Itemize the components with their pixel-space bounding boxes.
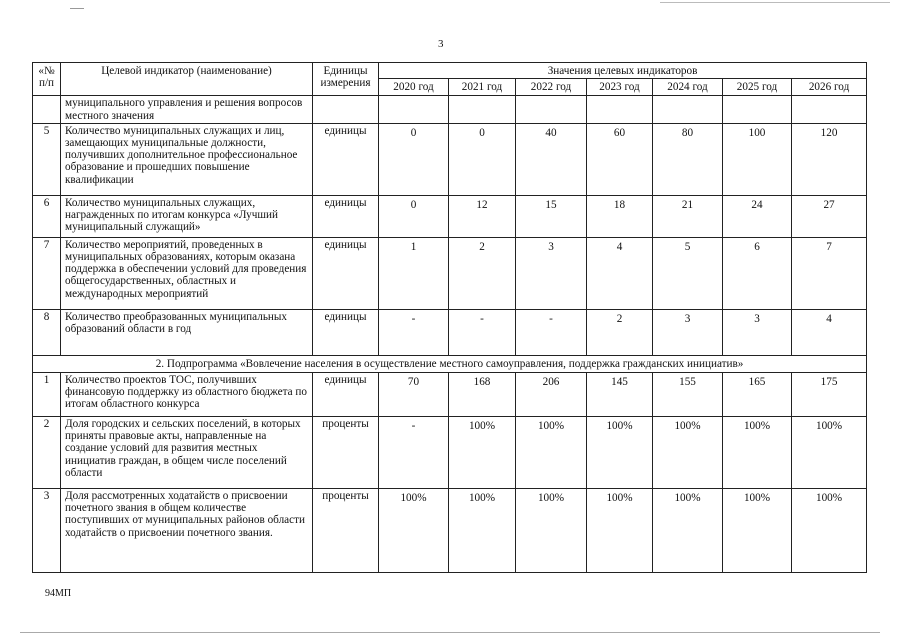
value-cell: - [449, 309, 516, 355]
value-cell: 100 [723, 123, 792, 195]
value-cell: 100% [587, 417, 653, 489]
value-cell: - [379, 309, 449, 355]
row-num: 8 [33, 309, 61, 355]
row-num: 2 [33, 417, 61, 489]
value-cell: 5 [653, 237, 723, 309]
value-cell: 0 [379, 123, 449, 195]
header-indicator: Целевой индикатор (наименование) [61, 63, 313, 96]
year-header: 2020 год [379, 79, 449, 96]
table-row [33, 195, 867, 237]
year-header: 2026 год [792, 79, 867, 96]
value-cell: 100% [723, 489, 792, 573]
value-cell: 100% [792, 489, 867, 573]
continuation-row [33, 96, 867, 123]
value-cell: 100% [516, 489, 587, 573]
row-num: 6 [33, 195, 61, 237]
subprogram-2-rows [33, 373, 867, 573]
value-cell: 4 [587, 237, 653, 309]
scan-artifact-top-right [660, 2, 890, 3]
indicators-table [32, 62, 867, 573]
value-cell: 12 [449, 195, 516, 237]
indicator-name: Количество преобразованных муниципальных образований области в год [61, 309, 313, 355]
value-cell: 0 [379, 195, 449, 237]
section-row [33, 355, 867, 372]
value-cell: 70 [379, 373, 449, 417]
unit-cell: проценты [313, 417, 379, 489]
subprogram-1-rows [33, 123, 867, 355]
year-header: 2022 год [516, 79, 587, 96]
value-cell: 100% [379, 489, 449, 573]
table-row [33, 309, 867, 355]
value-cell: 3 [653, 309, 723, 355]
value-cell: 100% [449, 489, 516, 573]
value-cell: 155 [653, 373, 723, 417]
table-row [33, 237, 867, 309]
value-cell: 120 [792, 123, 867, 195]
value-cell: 7 [792, 237, 867, 309]
value-cell: - [379, 417, 449, 489]
unit-cell: единицы [313, 309, 379, 355]
indicator-name: Количество проектов ТОС, получивших финансовую поддержку из областного бюджета по итогам областного конкурса [61, 373, 313, 417]
value-cell: 80 [653, 123, 723, 195]
continuation-text: муниципального управления и решения вопросов местного значения [61, 96, 313, 123]
indicator-name: Количество мероприятий, проведенных в муниципальных образованиях, которым оказана поддержка в обеспечении условий для проведения общегосударственных, областных и международных мероприятий [61, 237, 313, 309]
row-num: 7 [33, 237, 61, 309]
table-row [33, 489, 867, 573]
value-cell: 21 [653, 195, 723, 237]
indicator-name: Доля рассмотренных ходатайств о присвоении почетного звания в общем количестве поступивших от муниципальных районов области ходатайств о присвоении почетного звания. [61, 489, 313, 573]
value-cell: 165 [723, 373, 792, 417]
value-cell: 27 [792, 195, 867, 237]
year-header: 2023 год [587, 79, 653, 96]
indicator-name: Количество муниципальных служащих, награжденных по итогам конкурса «Лучший муниципальный служащий» [61, 195, 313, 237]
value-cell: 1 [379, 237, 449, 309]
scan-artifact-top [70, 8, 84, 9]
indicator-name: Доля городских и сельских поселений, в которых приняты правовые акты, направленные на создание условий для развития местных инициатив граждан, в общем числе поселений области [61, 417, 313, 489]
unit-cell: проценты [313, 489, 379, 573]
row-unit [313, 96, 379, 123]
value-cell: 3 [516, 237, 587, 309]
header-values: Значения целевых индикаторов [379, 63, 867, 79]
header-unit: Единицы измерения [313, 63, 379, 96]
value-cell: 15 [516, 195, 587, 237]
page-number: 3 [438, 38, 444, 50]
header-row [33, 63, 867, 79]
value-cell: 175 [792, 373, 867, 417]
value-cell: 100% [653, 489, 723, 573]
unit-cell: единицы [313, 373, 379, 417]
year-header: 2021 год [449, 79, 516, 96]
value-cell: 100% [792, 417, 867, 489]
value-cell: 2 [587, 309, 653, 355]
value-cell: 3 [723, 309, 792, 355]
row-num: 3 [33, 489, 61, 573]
unit-cell: единицы [313, 237, 379, 309]
value-cell: - [516, 309, 587, 355]
row-num: 1 [33, 373, 61, 417]
value-cell: 2 [449, 237, 516, 309]
value-cell: 18 [587, 195, 653, 237]
value-cell: 145 [587, 373, 653, 417]
unit-cell: единицы [313, 195, 379, 237]
scan-artifact-bottom [20, 632, 880, 633]
year-header: 2025 год [723, 79, 792, 96]
value-cell: 0 [449, 123, 516, 195]
section-2-title: 2. Подпрограмма «Вовлечение населения в осуществление местного самоуправления, поддержка гражданских инициатив» [33, 355, 867, 372]
row-num [33, 96, 61, 123]
value-cell: 6 [723, 237, 792, 309]
value-cell: 100% [587, 489, 653, 573]
year-header: 2024 год [653, 79, 723, 96]
value-cell: 100% [723, 417, 792, 489]
unit-cell: единицы [313, 123, 379, 195]
value-cell: 100% [449, 417, 516, 489]
value-cell: 40 [516, 123, 587, 195]
value-cell: 100% [516, 417, 587, 489]
table-row [33, 417, 867, 489]
table-row [33, 373, 867, 417]
value-cell: 60 [587, 123, 653, 195]
value-cell: 4 [792, 309, 867, 355]
value-cell: 168 [449, 373, 516, 417]
footer-code: 94МП [45, 588, 72, 599]
value-cell: 100% [653, 417, 723, 489]
row-num: 5 [33, 123, 61, 195]
value-cell: 24 [723, 195, 792, 237]
header-num: «№ п/п [33, 63, 61, 96]
value-cell: 206 [516, 373, 587, 417]
table-row [33, 123, 867, 195]
indicator-name: Количество муниципальных служащих и лиц, замещающих муниципальные должности, получивших дополнительное профессиональное образование и прошедших повышение квалификации [61, 123, 313, 195]
